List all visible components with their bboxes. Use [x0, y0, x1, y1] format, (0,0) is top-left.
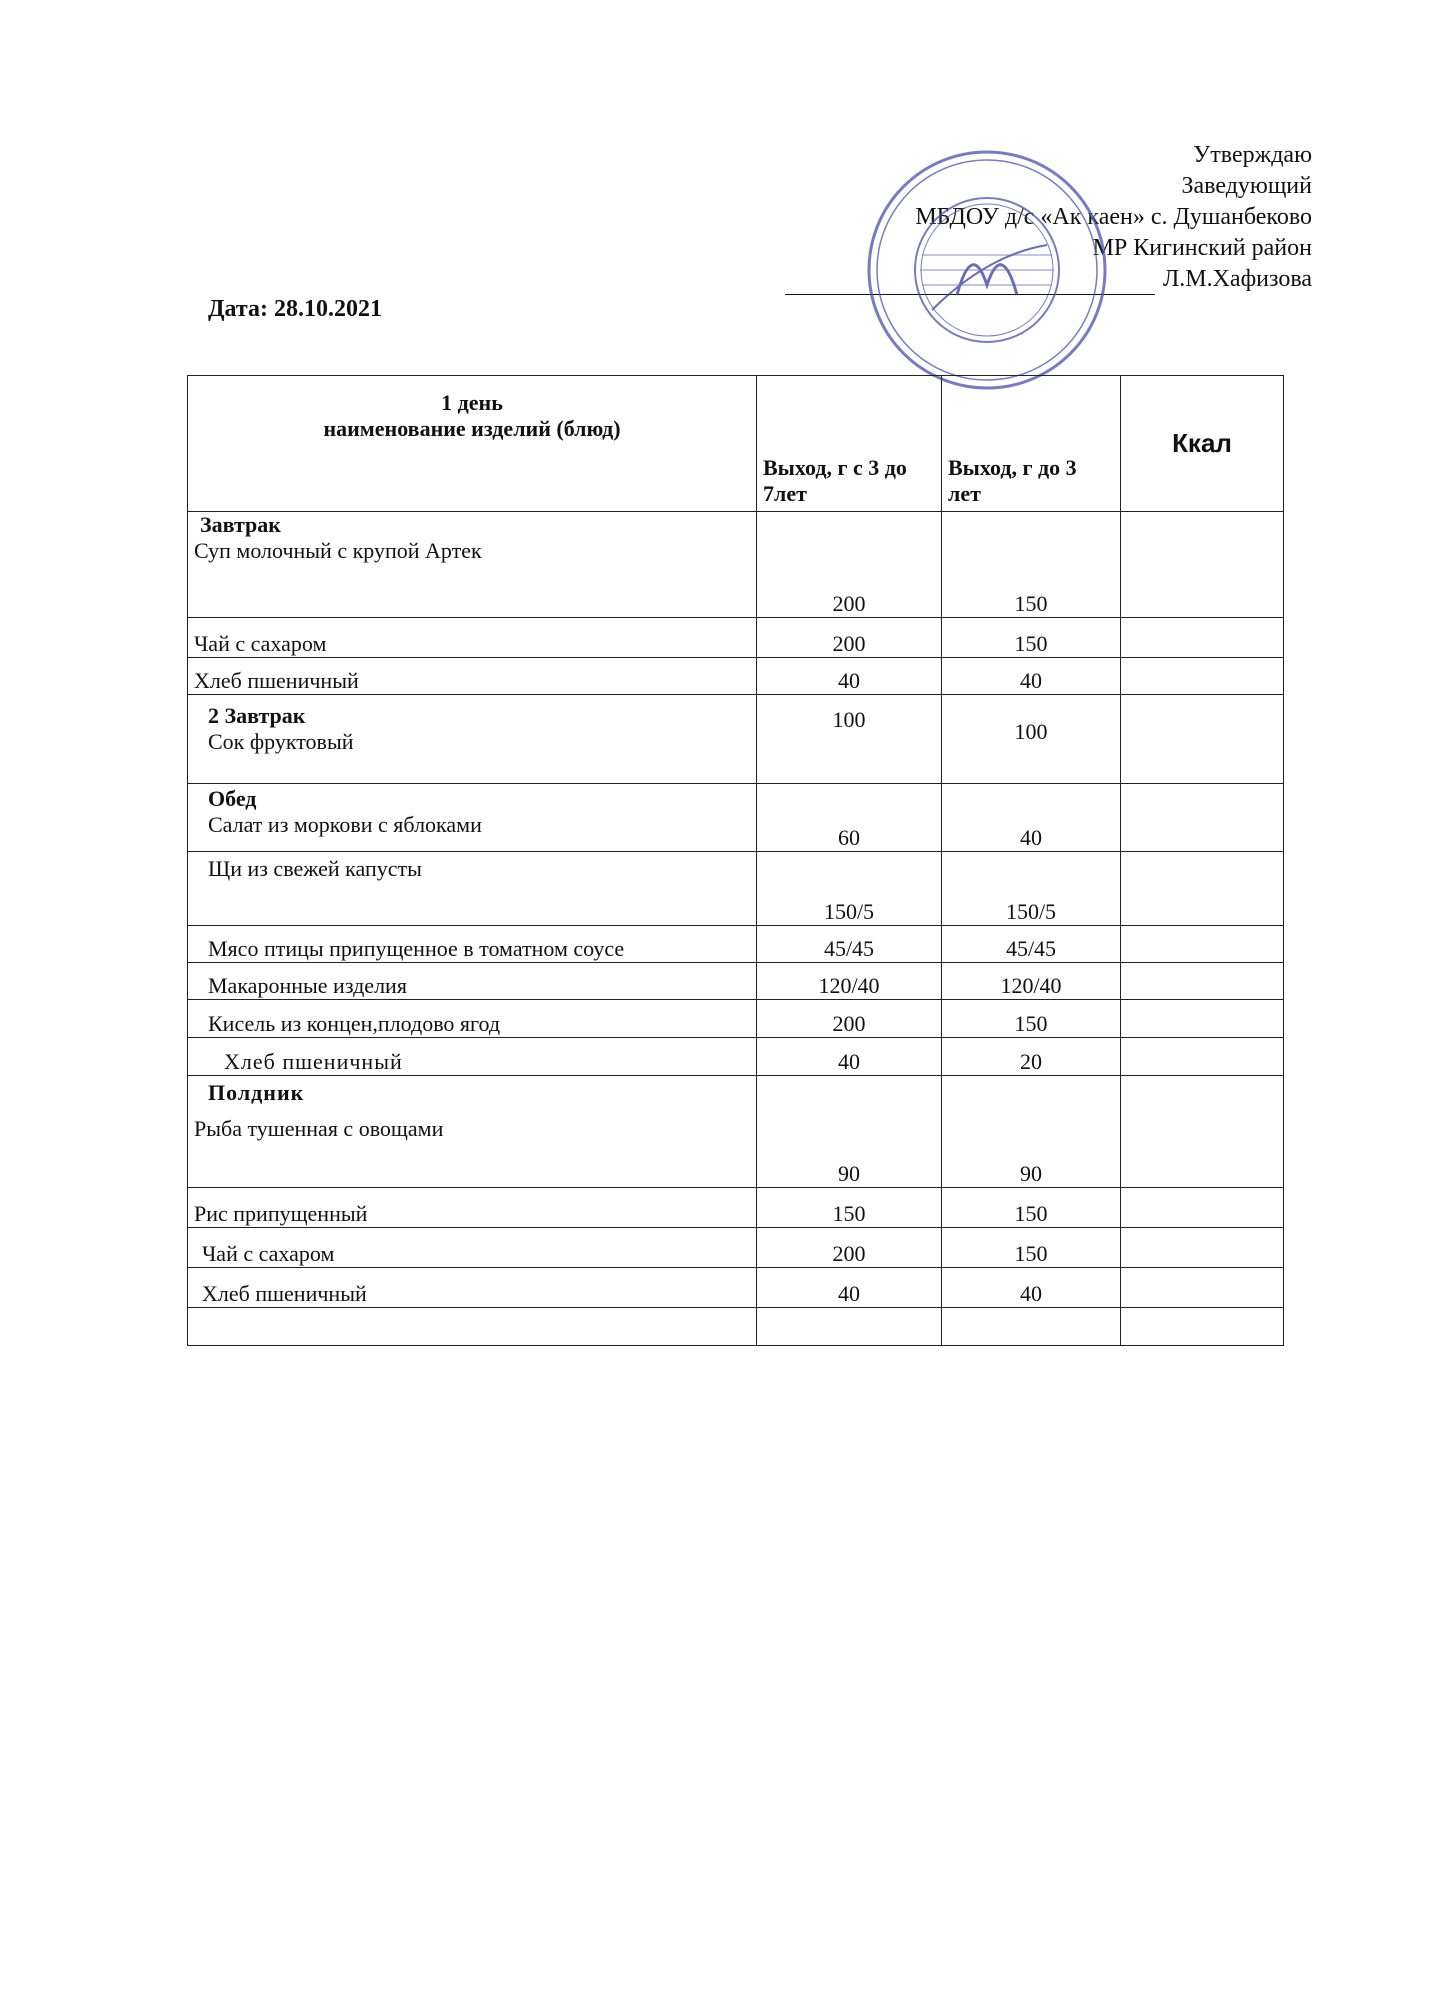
table-row: [188, 963, 1284, 1000]
yield-3-7: 60: [757, 784, 942, 852]
meal-title: Завтрак: [200, 512, 281, 537]
kcal-cell: [1121, 852, 1284, 926]
dish-name: Хлеб пшеничный: [188, 658, 757, 695]
dish-name: Макаронные изделия: [188, 963, 757, 1000]
approval-title: Утверждаю: [1193, 142, 1312, 168]
yield-3-7: 150: [757, 1188, 942, 1228]
yield-3-7: 200: [757, 618, 942, 658]
table-row: [188, 618, 1284, 658]
dish-name: Суп молочный с крупой Артек: [194, 538, 482, 563]
kcal-cell: [1121, 926, 1284, 963]
yield-under-3: 40: [942, 1268, 1121, 1308]
dish-name: Рыба тушенная с овощами: [194, 1116, 444, 1141]
approval-organization: МБДОУ д/с «Ак каен» с. Душанбеково: [915, 204, 1312, 230]
yield-under-3: 120/40: [942, 963, 1121, 1000]
yield-under-3: 40: [942, 658, 1121, 695]
meal-title: 2 Завтрак: [208, 703, 306, 728]
table-row: [188, 1188, 1284, 1228]
yield-under-3: 40: [942, 784, 1121, 852]
meal-title: Полдник: [208, 1080, 305, 1105]
dish-cell: [188, 695, 757, 784]
table-row: [188, 1038, 1284, 1076]
yield-under-3: 150/5: [942, 852, 1121, 926]
yield-under-3: 150: [942, 512, 1121, 618]
kcal-cell: [1121, 658, 1284, 695]
yield-3-7: 90: [757, 1076, 942, 1188]
yield-under-3: 150: [942, 1000, 1121, 1038]
empty-cell: [757, 1308, 942, 1346]
table-row: [188, 658, 1284, 695]
approval-signatory: Л.М.Хафизова: [1162, 266, 1312, 292]
kcal-cell: [1121, 1038, 1284, 1076]
dish-name: Мясо птицы припущенное в томатном соусе: [188, 926, 757, 963]
dish-name: Хлеб пшеничный: [188, 1038, 757, 1076]
kcal-cell: [1121, 1000, 1284, 1038]
dish-name: Чай с сахаром: [188, 1228, 757, 1268]
kcal-cell: [1121, 963, 1284, 1000]
dish-name: Салат из моркови с яблоками: [208, 812, 482, 837]
yield-under-3: 90: [942, 1076, 1121, 1188]
table-row: [188, 784, 1284, 852]
yield-3-7: 200: [757, 1000, 942, 1038]
kcal-cell: [1121, 784, 1284, 852]
approval-district: МР Кигинский район: [1092, 235, 1312, 261]
official-seal-icon: [862, 145, 1112, 395]
table-row: [188, 512, 1284, 618]
menu-table: [187, 375, 1284, 1346]
yield-under-3: 100: [942, 695, 1121, 784]
kcal-cell: [1121, 1268, 1284, 1308]
kcal-cell: [1121, 618, 1284, 658]
yield-3-7: 200: [757, 1228, 942, 1268]
table-row: [188, 1268, 1284, 1308]
dish-name: Сок фруктовый: [208, 729, 354, 754]
table-row: [188, 695, 1284, 784]
document-date: Дата: 28.10.2021: [208, 296, 382, 322]
yield-3-7: 45/45: [757, 926, 942, 963]
yield-3-7: 100: [757, 695, 942, 784]
table-header-row: [188, 376, 1284, 512]
yield-3-7: 40: [757, 1268, 942, 1308]
dish-name: Хлеб пшеничный: [188, 1268, 757, 1308]
dish-cell: [188, 512, 757, 618]
yield-3-7: 40: [757, 1038, 942, 1076]
header-name-label: наименование изделий (блюд): [323, 416, 621, 441]
yield-3-7: 120/40: [757, 963, 942, 1000]
kcal-cell: [1121, 1076, 1284, 1188]
header-yield-under-3: Выход, г до 3 лет: [942, 376, 1121, 512]
kcal-cell: [1121, 695, 1284, 784]
table-row: [188, 1228, 1284, 1268]
yield-3-7: 40: [757, 658, 942, 695]
header-kcal: Ккал: [1121, 376, 1284, 512]
yield-under-3: 20: [942, 1038, 1121, 1076]
kcal-cell: [1121, 512, 1284, 618]
yield-3-7: 200: [757, 512, 942, 618]
approval-position: Заведующий: [1181, 173, 1312, 199]
yield-under-3: 45/45: [942, 926, 1121, 963]
table-row: [188, 926, 1284, 963]
kcal-cell: [1121, 1228, 1284, 1268]
dish-cell: [188, 784, 757, 852]
yield-under-3: 150: [942, 1188, 1121, 1228]
yield-3-7: 150/5: [757, 852, 942, 926]
dish-name: Рис припущенный: [188, 1188, 757, 1228]
header-day: 1 день: [441, 390, 503, 415]
yield-under-3: 150: [942, 618, 1121, 658]
dish-name: Чай с сахаром: [188, 618, 757, 658]
dish-name: Кисель из концен,плодово ягод: [188, 1000, 757, 1038]
table-row-empty: [188, 1308, 1284, 1346]
yield-under-3: 150: [942, 1228, 1121, 1268]
table-row: [188, 1076, 1284, 1188]
kcal-cell: [1121, 1188, 1284, 1228]
empty-cell: [1121, 1308, 1284, 1346]
table-row: [188, 852, 1284, 926]
table-row: [188, 1000, 1284, 1038]
empty-cell: [942, 1308, 1121, 1346]
header-yield-3-7: Выход, г с 3 до 7лет: [757, 376, 942, 512]
dish-cell: [188, 1076, 757, 1188]
header-dish-name: [188, 376, 757, 512]
empty-cell: [188, 1308, 757, 1346]
dish-name: Щи из свежей капусты: [188, 852, 757, 926]
meal-title: Обед: [208, 786, 257, 811]
